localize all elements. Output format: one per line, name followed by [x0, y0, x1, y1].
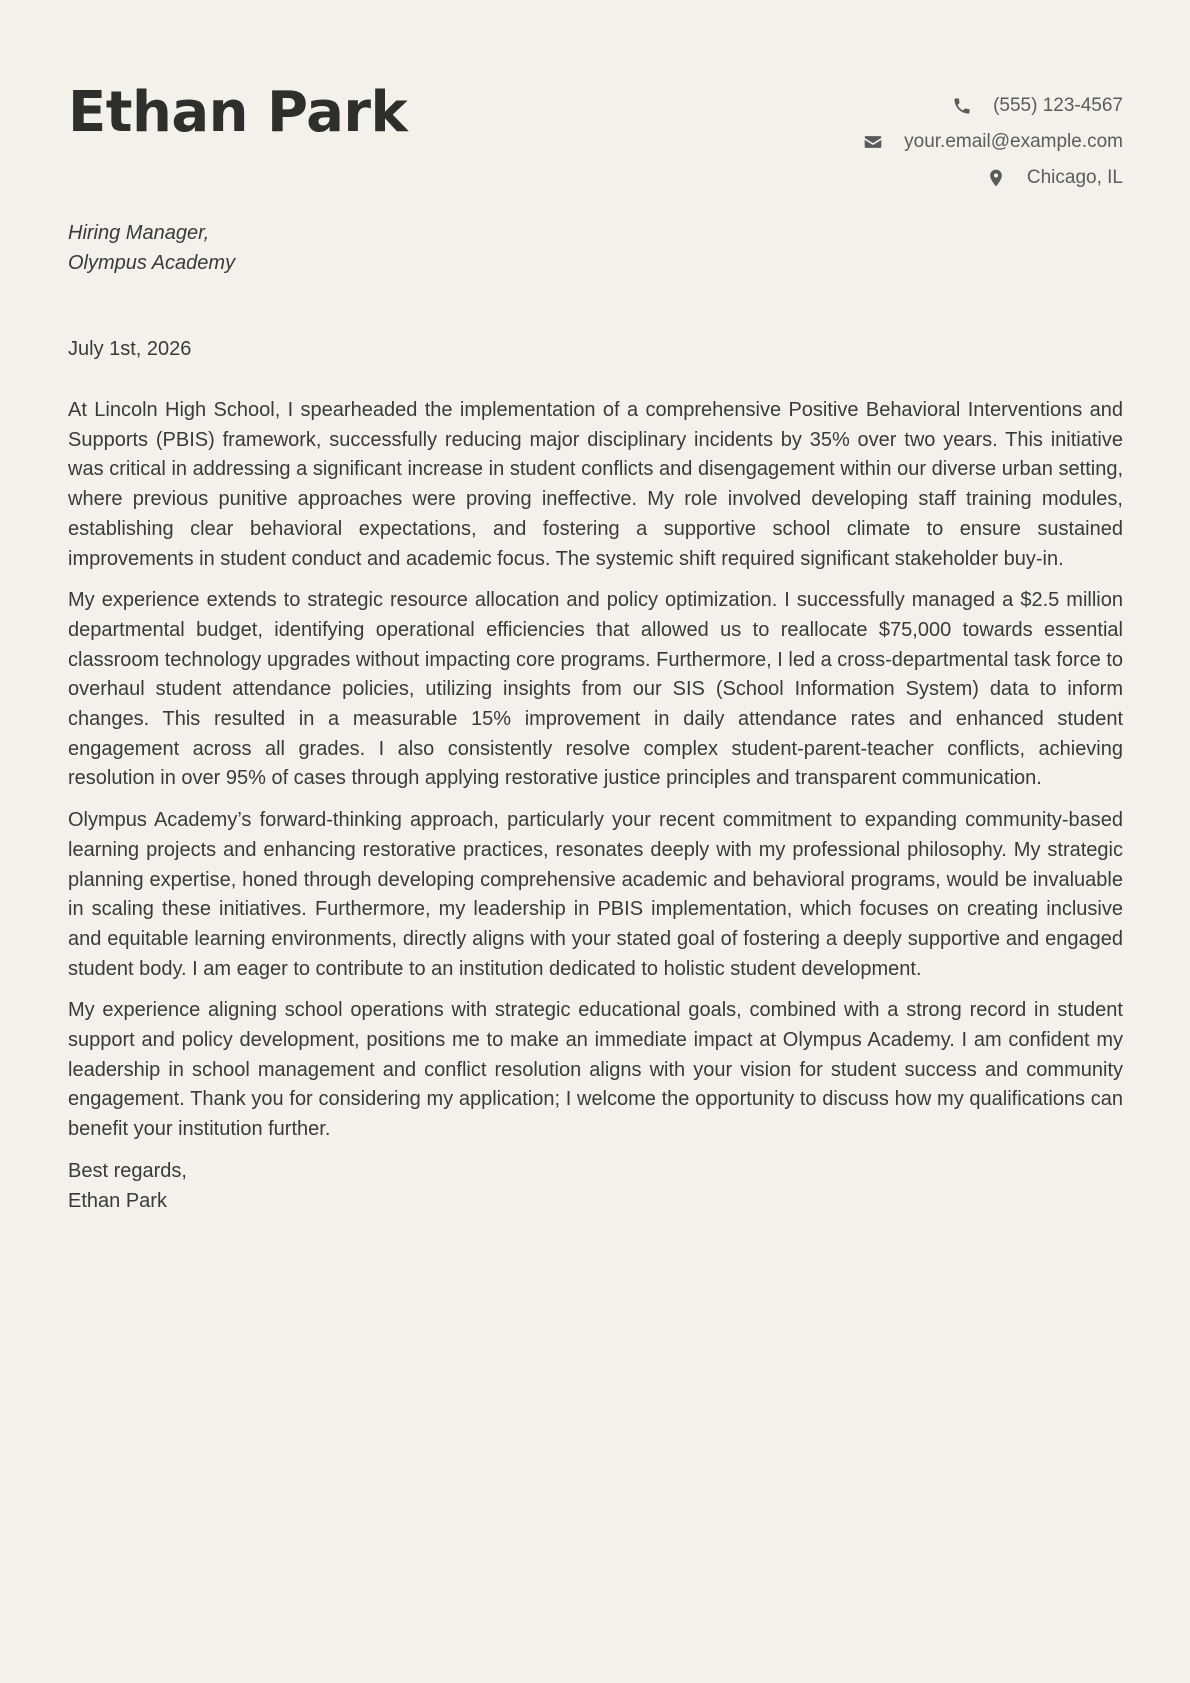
letter-header: [68, 0, 1123, 200]
body-paragraph: My experience aligning school operations with strategic educational goals, combined with a strong record in student support and policy development, positions me to make an immediate impact at Olympus Academy. I am confident my leadership in school management and conflict resolution aligns with your vision for student success and community engagement. Thank you for considering my application; I welcome the opportunity to discuss how my qualifications can benefit your institution further.: [68, 999, 1123, 1141]
closing-block: [68, 1157, 1123, 1216]
phone-number: (555) 123-4567: [993, 95, 1123, 116]
body-paragraph: At Lincoln High School, I spearheaded the implementation of a comprehensive Positive Behavioral Interventions and Supports (PBIS) framework, successfully reducing major disciplinary incidents by 35% over two years. This initiative was critical in addressing a significant increase in student conflicts and disengagement within our diverse urban setting, where previous punitive approaches were proving ineffective. My role involved developing staff training modules, establishing clear behavioral expectations, and fostering a supportive school climate to ensure sustained improvements in student conduct and academic focus. The systemic shift required significant stakeholder buy-in.: [68, 399, 1123, 570]
recipient-organization: Olympus Academy: [68, 252, 236, 274]
envelope-icon: [862, 131, 884, 153]
cover-letter-page: [68, 0, 1123, 1683]
closing-salutation: Best regards,: [68, 1159, 187, 1182]
contact-location: [985, 167, 1123, 189]
email-address[interactable]: your.email@example.com: [904, 131, 1123, 152]
contact-info: [862, 95, 1123, 189]
map-pin-icon: [985, 167, 1007, 189]
contact-email: [862, 131, 1123, 153]
recipient-block: [68, 218, 235, 278]
contact-phone: [951, 95, 1123, 117]
location-text: Chicago, IL: [1026, 167, 1123, 188]
letter-date: July 1st, 2026: [68, 338, 192, 360]
body-paragraph: Olympus Academy’s forward-thinking approach, particularly your recent commitment to expanding community-based learning projects and enhancing restorative practices, resonates deeply with my professional philosophy. My strategic planning expertise, honed through developing comprehensive academic and behavioral programs, would be invaluable in scaling these initiatives. Furthermore, my leadership in PBIS implementation, which focuses on creating inclusive and equitable learning environments, directly aligns with your stated goal of fostering a deeply supportive and engaged student body. I am eager to contribute to an institution dedicated to holistic student development.: [68, 809, 1123, 980]
sender-name: Ethan Park: [68, 80, 408, 145]
letter-body: [68, 396, 1123, 1216]
signature-name: Ethan Park: [68, 1189, 167, 1212]
phone-icon: [951, 95, 973, 117]
body-paragraph: My experience extends to strategic resource allocation and policy optimization. I successfully managed a $2.5 million departmental budget, identifying operational efficiencies that allowed us to reallocate $75,000 towards essential classroom technology upgrades without impacting core programs. Furthermore, I led a cross-departmental task force to overhaul student attendance policies, utilizing insights from our SIS (School Information System) data to inform changes. This resulted in a measurable 15% improvement in daily attendance rates and enhanced student engagement across all grades. I also consistently resolve complex student-parent-teacher conflicts, achieving resolution in over 95% of cases through applying restorative justice principles and transparent communication.: [68, 589, 1123, 790]
recipient-title: Hiring Manager,: [68, 222, 210, 244]
